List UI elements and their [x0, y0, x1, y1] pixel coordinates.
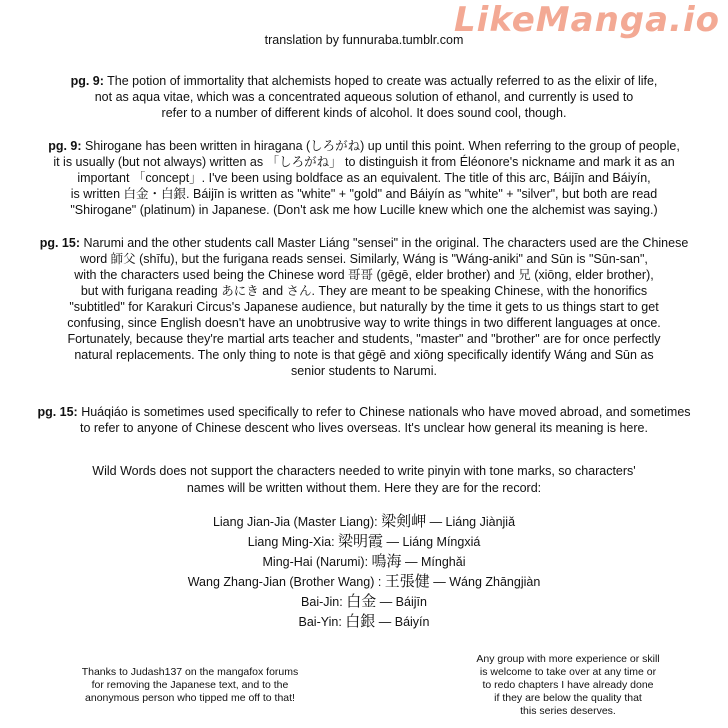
wildwords-note: Wild Words does not support the characters needed to write pinyin with tone marks, so characters' names will be written without them. Here they are for the record: — [92, 464, 636, 495]
name-list — [0, 512, 728, 632]
note-pg15-huaqiao: pg. 15: Huáqiáo is sometimes used specifically to refer to Chinese nationals who have moved abroad, and sometimes to refer to anyone of Chinese descent who lives overseas. It's unclear how general its meaning is here. — [37, 405, 691, 435]
note-page-ref: pg. 15: — [37, 405, 78, 419]
name-row: Bai-Jin: 白金 — Báijīn — [301, 593, 427, 610]
name-row: Liang Jian-Jia (Master Liang): 梁剣岬 — Liáng Jiànjiǎ — [212, 513, 516, 530]
name-row: Wang Zhang-Jian (Brother Wang) : 王張健 — Wáng Zhāngjiàn — [187, 573, 541, 590]
watermark-logo: LikeManga.io — [454, 0, 720, 40]
note-pg9-shirogane: pg. 9: Shirogane has been written in hiragana (しろがね) up until this point. When referring to the group of people, it is usually (but not always) written as 「しろがね」 to distinguish it from Éléonore's nickname and mark it as an important 「concept」. I've been using boldface as an equivalent. The title of this arc, Báijīn and Báiyín, is written 白金・白銀. Báijīn is written as "white" + "gold" and Báiyín as "white" + "silver", but both are read "Shirogane" (platinum) in Japanese. (Don't ask me how Lucille knew which one the alchemist was saying.) — [48, 139, 680, 217]
note-page-ref: pg. 15: — [39, 236, 80, 250]
name-row: Liang Ming-Xia: 梁明霞 — Liáng Míngxiá — [247, 533, 481, 550]
name-row: Ming-Hai (Narumi): 鳴海 — Mínghǎi — [262, 553, 466, 570]
note-pg15-honorifics: pg. 15: Narumi and the other students call Master Liáng "sensei" in the original. The characters used are the Chinese word 師父 (shīfu), but the furigana reads sensei. Similarly, Wáng is "Wáng-aniki" and Sūn is "Sūn-san", with the characters used being the Chinese word 哥哥 (gēgē, elder brother) and 兄 (xiōng, elder brother), but with furigana reading あにき and さん. They are meant to be speaking Chinese, with the honorifics "subtitled" for Karakuri Circus's Japanese audience, but naturally by the time it gets to us things start to get confusing, since English doesn't have an unobtrusive way to write things in two different languages at once. Fortunately, because they're martial arts teacher and students, "master" and "brother" are for once perfectly natural replacements. The only thing to note is that gēgē and xiōng specifically identify Wáng and Sūn as senior students to Narumi. — [39, 236, 689, 378]
name-row: Bai-Yin: 白銀 — Báiyín — [298, 613, 430, 630]
note-page-ref: pg. 9: — [48, 139, 82, 153]
footer-thanks: Thanks to Judash137 on the mangafox forums for removing the Japanese text, and to the anonymous person who tipped me off to that! — [81, 666, 299, 704]
note-page-ref: pg. 9: — [70, 74, 104, 88]
translator-credit: translation by funnuraba.tumblr.com — [264, 33, 464, 47]
note-pg9-elixir: pg. 9: The potion of immortality that alchemists hoped to create was actually referred to as the elixir of life, not as aqua vitae, which was a concentrated aqueous solution of ethanol, and currently is used to refer to a number of different kinds of alcohol. It does sound cool, though. — [70, 74, 658, 120]
footer-recruit: Any group with more experience or skill is welcome to take over at any time or to redo chapters I have already done if they are below the quality that this series deserves. — [476, 653, 660, 717]
